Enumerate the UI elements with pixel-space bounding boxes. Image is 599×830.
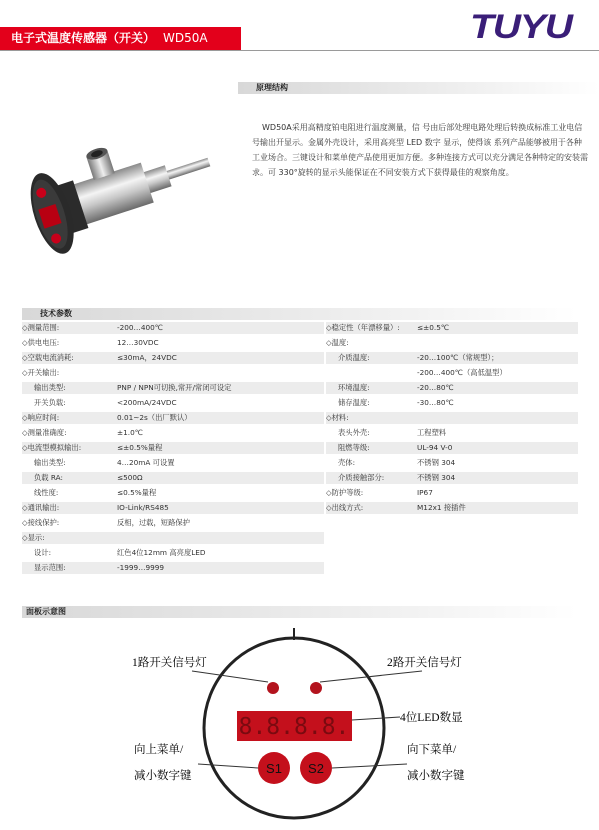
- spec-label: 介质温度:: [338, 353, 370, 362]
- label-up-2: 减小数字键: [134, 770, 192, 782]
- spec-label: 储存温度:: [338, 398, 370, 407]
- spec-label: 输出类型:: [34, 458, 66, 467]
- spec-label: ◇稳定性（年漂移量）:: [326, 323, 400, 332]
- spec-label: 环境温度:: [338, 383, 370, 392]
- spec-label: ◇出线方式:: [326, 503, 364, 512]
- section-heading-specs: 技术参数: [22, 308, 577, 320]
- spec-value: ≤±0.5%量程: [117, 443, 163, 452]
- spec-label: ◇电流型模拟输出:: [22, 443, 82, 452]
- spec-row: [22, 547, 324, 559]
- spec-label: ◇供电电压:: [22, 338, 60, 347]
- spec-value: ≤0.5%量程: [117, 488, 157, 497]
- spec-row: [326, 352, 578, 364]
- spec-row: [22, 472, 324, 484]
- spec-value: ≤30mA，24VDC: [117, 353, 177, 362]
- spec-label: ◇显示:: [22, 533, 45, 542]
- spec-value: IO-Link/RS485: [117, 503, 169, 512]
- spec-row: [22, 427, 324, 439]
- spec-value: 12…30VDC: [117, 338, 159, 347]
- spec-label: 线性度:: [34, 488, 59, 497]
- spec-row: [22, 442, 324, 454]
- spec-value: 工程塑料: [417, 428, 447, 437]
- spec-label: ◇材料:: [326, 413, 349, 422]
- led2-icon: [310, 682, 322, 694]
- label-digits: 4位LED数显: [400, 712, 463, 724]
- spec-row: [326, 442, 578, 454]
- spec-label: ◇开关输出:: [22, 368, 60, 377]
- spec-value: -30…80℃: [417, 398, 454, 407]
- spec-value: 4…20mA 可设置: [117, 458, 175, 467]
- brand-logo: TUYU: [470, 8, 572, 46]
- spec-label: ◇响应时间:: [22, 413, 60, 422]
- spec-value: <200mA/24VDC: [117, 398, 177, 407]
- spec-label: 输出类型:: [34, 383, 66, 392]
- label-down-2: 减小数字键: [407, 770, 465, 782]
- spec-row: [326, 337, 578, 349]
- section-heading-panel: 面板示意图: [22, 606, 577, 618]
- spec-value: -1999…9999: [117, 563, 165, 572]
- principle-paragraph: WD50A采用高精度铂电阻进行温度测量，信 号由后部处理电路处理后转换成标准工业电信号输出开显示。金属外壳设计，采用高亮型 LED 数字 显示，使得该 系列产品能够被用于各种工业场合。三键设计和菜单使产品使用更加方便。多种连接方式可以充分满足各种特定的安装需求。可 330°旋转的显示头能保证在不同安装方式下获得最佳的观察角度。: [252, 123, 588, 177]
- spec-value: -200…400℃: [117, 323, 163, 332]
- spec-row: [326, 427, 578, 439]
- spec-row: [22, 382, 324, 394]
- spec-row: [326, 487, 578, 499]
- spec-value: ≤±0.5℃: [417, 323, 450, 332]
- spec-row: [22, 457, 324, 469]
- spec-label: ◇空载电流消耗:: [22, 353, 74, 362]
- spec-row: [22, 532, 324, 544]
- spec-label: 负载 RA:: [34, 473, 64, 482]
- label-led1: 1路开关信号灯: [132, 657, 207, 669]
- spec-label: ◇测量范围:: [22, 323, 60, 332]
- spec-label: 介质接触部分:: [338, 473, 385, 482]
- label-led2: 2路开关信号灯: [387, 657, 462, 669]
- led-digits: 8.8.8.8.: [238, 714, 350, 740]
- spec-row: [326, 382, 578, 394]
- key-s1-label: S1: [266, 761, 282, 776]
- spec-row: [22, 412, 324, 424]
- spec-value: IP67: [417, 488, 433, 497]
- spec-row: [22, 337, 324, 349]
- spec-row: [22, 397, 324, 409]
- spec-label: 开关负载:: [34, 398, 66, 407]
- spec-row: [326, 472, 578, 484]
- spec-value: -20…80℃: [417, 383, 454, 392]
- header-divider: [0, 50, 599, 51]
- spec-value: ±1.0℃: [117, 428, 143, 437]
- spec-row: [326, 322, 578, 334]
- spec-row: [326, 457, 578, 469]
- spec-value: PNP / NPN可切换,常开/常闭可设定: [117, 383, 232, 392]
- spec-label: ◇通讯输出:: [22, 503, 60, 512]
- panel-diagram: [22, 620, 577, 825]
- product-photo: [24, 128, 224, 278]
- spec-value: 反相，过载，短路保护: [117, 518, 190, 527]
- section-heading-principle: 原理结构: [238, 82, 599, 94]
- spec-label: 设计:: [34, 548, 52, 557]
- spec-value: -200…400℃（高低温型）: [417, 368, 507, 377]
- spec-label: ◇温度:: [326, 338, 349, 347]
- spec-row: [326, 397, 578, 409]
- spec-row: [22, 322, 324, 334]
- spec-label: 表头外壳:: [338, 428, 370, 437]
- spec-label: 壳体:: [338, 458, 356, 467]
- spec-row: [22, 352, 324, 364]
- spec-value: M12x1 接插件: [417, 503, 466, 512]
- spec-label: ◇防护等级:: [326, 488, 364, 497]
- spec-label: 阻燃等级:: [338, 443, 370, 452]
- model-text: WD50A: [163, 31, 208, 45]
- spec-label: 显示范围:: [34, 563, 66, 572]
- spec-row: [22, 517, 324, 529]
- spec-value: 不锈钢 304: [417, 473, 456, 482]
- label-down-1: 向下菜单/: [407, 744, 457, 756]
- key-s2-label: S2: [308, 761, 324, 776]
- spec-value: 红色4位12mm 高亮度LED: [117, 548, 206, 557]
- spec-value: 0.01~2s（出厂默认）: [117, 413, 192, 422]
- spec-row: [22, 367, 324, 379]
- spec-label: ◇测量准确度:: [22, 428, 67, 437]
- spec-row: [22, 487, 324, 499]
- label-up-1: 向上菜单/: [134, 744, 184, 756]
- document-title: [0, 27, 241, 50]
- title-text: 电子式温度传感器（开关）: [11, 31, 156, 45]
- spec-row: [326, 367, 578, 379]
- spec-label: ◇接线保护:: [22, 518, 60, 527]
- spec-value: 不锈钢 304: [417, 458, 456, 467]
- spec-row: [326, 502, 578, 514]
- led1-icon: [267, 682, 279, 694]
- spec-row: [326, 412, 578, 424]
- spec-value: -20…100℃（常规型）；: [417, 353, 499, 362]
- spec-value: UL-94 V-0: [417, 443, 453, 452]
- spec-value: ≤500Ω: [117, 473, 143, 482]
- spec-row: [22, 502, 324, 514]
- spec-row: [22, 562, 324, 574]
